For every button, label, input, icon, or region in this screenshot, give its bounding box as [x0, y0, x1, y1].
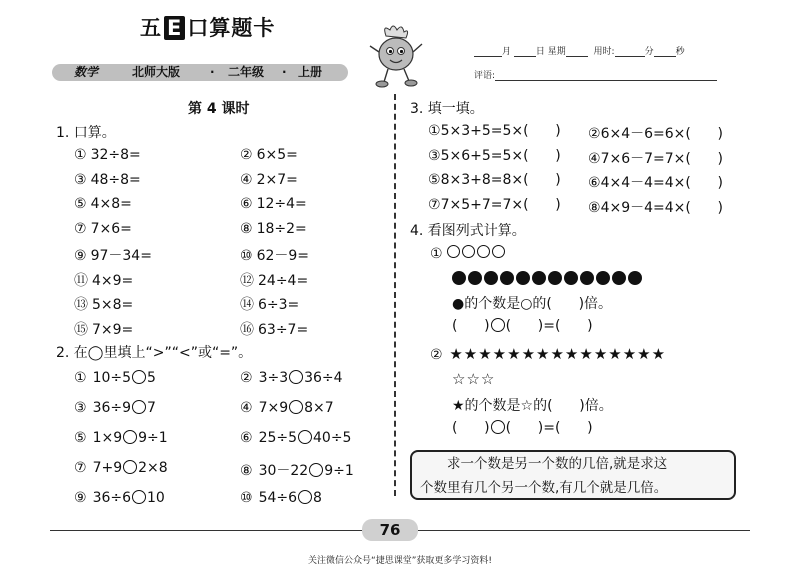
- q4-part2-number: ②: [430, 347, 444, 363]
- item-number: ⑤: [428, 172, 441, 188]
- item-expression: 7×9=: [92, 321, 134, 338]
- item-number: ①: [428, 123, 441, 139]
- day-blank[interactable]: [514, 46, 536, 57]
- compare-circle[interactable]: [123, 430, 137, 444]
- item-number: ⑦: [428, 196, 441, 213]
- q3-item: [588, 197, 723, 217]
- tip-line-2: 个数里有几个另一个数,有几个就是几倍。: [420, 480, 668, 496]
- item-number: ⑩: [240, 248, 253, 264]
- item-expression: 32÷8=: [90, 147, 141, 163]
- item-number: ⑧: [240, 220, 253, 237]
- comment-label: 评语:: [474, 71, 496, 81]
- fill-expression: 4×9－4=4×( ): [600, 199, 724, 216]
- q1-item: [74, 319, 133, 339]
- compare-left: 1×9: [92, 430, 123, 446]
- item-number: ④: [240, 171, 253, 188]
- filled-circle-icon: [580, 271, 594, 285]
- compare-circle[interactable]: [132, 370, 146, 384]
- time-used-label: 用时:: [593, 47, 615, 57]
- item-number: ⑦: [74, 460, 87, 476]
- q3-item: [428, 148, 561, 164]
- lesson-title: 第 4 课时: [188, 101, 250, 117]
- operator-circle[interactable]: [491, 318, 505, 332]
- q3-item: [428, 172, 561, 188]
- item-number: ⑥: [240, 196, 253, 212]
- fill-expression: 8×3+8=8×( ): [440, 172, 561, 188]
- q1-item: [240, 221, 307, 237]
- q2-item: [74, 370, 156, 386]
- separator: ·: [210, 65, 215, 79]
- compare-circle[interactable]: [289, 400, 303, 414]
- filled-circle-icon: [548, 271, 562, 285]
- month-label: 月: [502, 47, 512, 57]
- q2-item: [74, 400, 156, 416]
- q1-item: [74, 294, 133, 314]
- item-expression: 6×5=: [256, 147, 298, 163]
- q2-item: [240, 460, 354, 480]
- brand-text-prefix: 五: [140, 16, 162, 40]
- q1-item: [240, 196, 307, 212]
- filled-circle-icon: [612, 271, 626, 285]
- item-number: ⑤: [74, 430, 87, 446]
- compare-right: 2×8: [138, 460, 168, 476]
- q4-part1-equation: [452, 318, 593, 334]
- hollow-circle-icon: [447, 245, 460, 258]
- item-number: ⑨: [74, 490, 87, 506]
- q4-part1-header: [430, 245, 507, 262]
- item-number: ②: [240, 370, 253, 386]
- item-expression: 18÷2=: [256, 220, 307, 237]
- brand-title: [140, 12, 275, 42]
- item-number: ⑧: [240, 463, 253, 479]
- filled-circle-icon: [500, 271, 514, 285]
- compare-left: 30－22: [258, 463, 309, 479]
- term-label: 上册: [298, 65, 323, 79]
- q1-item: [240, 172, 298, 188]
- compare-right: 5: [147, 370, 156, 386]
- q2-item: [74, 490, 165, 506]
- fill-expression: 5×3+5=5×( ): [440, 123, 561, 139]
- item-number: ②: [240, 147, 253, 163]
- answer-blank[interactable]: ( ): [452, 420, 490, 436]
- hollow-stars-row: ☆☆☆: [452, 370, 496, 388]
- filled-circle-icon: [596, 271, 610, 285]
- q3-item: [588, 123, 723, 143]
- q3-item: [588, 148, 723, 168]
- q1-item: [74, 270, 133, 290]
- item-number: ④: [240, 400, 253, 416]
- filled-circle-icon: [532, 271, 546, 285]
- edition-label: 北师大版: [132, 65, 181, 79]
- item-number: ⑤: [74, 196, 87, 212]
- compare-right: 10: [147, 490, 165, 506]
- item-expression: 4×9=: [92, 272, 134, 289]
- compare-circle[interactable]: [123, 460, 137, 474]
- compare-right: 7: [147, 400, 156, 416]
- q1-item: [240, 245, 309, 265]
- answer-blank[interactable]: ( )=( ): [505, 318, 593, 334]
- item-number: ①: [74, 370, 87, 386]
- compare-left: 7+9: [92, 460, 123, 476]
- q4-part1-number: ①: [430, 246, 443, 262]
- compare-left: 7×9: [258, 400, 289, 416]
- item-expression: 7×6=: [90, 220, 132, 237]
- q1-item: [240, 270, 308, 290]
- compare-left: 25÷5: [258, 430, 298, 446]
- comment-line: [474, 68, 717, 81]
- q4-part2-header: [430, 345, 666, 363]
- filled-stars-row: ★★★★★★★★★★★★★★★: [449, 345, 667, 363]
- item-number: ①: [74, 147, 87, 163]
- item-expression: 4×8=: [90, 196, 132, 212]
- q3-item: [588, 172, 723, 192]
- fill-expression: 6×4－6=6×( ): [600, 126, 724, 142]
- item-number: ⑨: [74, 248, 87, 264]
- q2-item: [240, 490, 322, 506]
- compare-circle[interactable]: [309, 463, 323, 477]
- compare-circle[interactable]: [289, 370, 303, 384]
- q1-item: [74, 196, 132, 212]
- mascot-icon: [362, 22, 428, 92]
- filled-circle-icon: [628, 271, 642, 285]
- day-label: 日: [535, 47, 545, 57]
- minutes-blank[interactable]: [615, 46, 645, 57]
- item-number: ④: [588, 150, 601, 167]
- q2-item: [240, 370, 343, 386]
- item-number: ⑥: [240, 430, 253, 446]
- compare-circle[interactable]: [298, 430, 312, 444]
- tip-line-1: 求一个数是另一个数的几倍,就是求这: [447, 456, 668, 472]
- comment-blank[interactable]: [495, 70, 717, 81]
- item-expression: 24÷4=: [258, 272, 309, 289]
- item-expression: 2×7=: [256, 171, 298, 188]
- compare-circle[interactable]: [132, 400, 146, 414]
- item-expression: 48÷8=: [90, 171, 141, 188]
- weekday-label: 星期: [547, 47, 566, 57]
- hollow-circle-icon: [477, 245, 490, 258]
- footer-text: 关注微信公众号“捷思课堂”获取更多学习资料!: [308, 556, 492, 566]
- operator-circle[interactable]: [491, 420, 505, 434]
- filled-circle-icon: [516, 271, 530, 285]
- q3-item: [428, 123, 561, 139]
- q3-title: 3. 填一填。: [410, 101, 484, 117]
- item-number: ⑩: [240, 490, 253, 506]
- month-blank[interactable]: [474, 46, 502, 57]
- item-number: ⑭: [240, 297, 254, 313]
- q1-title: 1. 口算。: [56, 125, 116, 141]
- q1-item: [74, 172, 141, 188]
- q4-part1-sentence: ●的个数是○的( )倍。: [452, 296, 613, 312]
- filled-dots-row: [452, 270, 644, 289]
- item-number: ⑫: [240, 272, 254, 289]
- compare-right: 8×7: [304, 400, 334, 416]
- compare-right: 9÷1: [324, 463, 354, 479]
- answer-blank[interactable]: ( )=( ): [505, 420, 593, 436]
- item-expression: 62－9=: [256, 248, 310, 264]
- separator: ·: [282, 65, 287, 79]
- compare-left: 10÷5: [92, 370, 132, 386]
- fill-expression: 5×6+5=5×( ): [440, 147, 561, 164]
- column-divider: [394, 94, 396, 496]
- item-number: ⑮: [74, 321, 88, 338]
- subject-label: 数学: [74, 65, 99, 79]
- minutes-label: 分: [644, 47, 654, 57]
- q1-item: [74, 245, 152, 265]
- page-number: 76: [362, 519, 418, 541]
- compare-right: 40÷5: [313, 430, 352, 446]
- q2-item: [240, 400, 334, 416]
- grade-label: 二年级: [228, 65, 265, 79]
- subject-bar: [52, 64, 348, 81]
- answer-blank[interactable]: ( ): [452, 318, 490, 334]
- filled-circle-icon: [564, 271, 578, 285]
- item-number: ⑧: [588, 199, 601, 216]
- q2-item: [74, 460, 168, 476]
- compare-left: 3÷3: [258, 370, 289, 386]
- tip-box: [410, 450, 736, 500]
- item-number: ②: [588, 126, 601, 142]
- q2-item: [74, 430, 168, 446]
- date-line: [474, 44, 685, 57]
- fill-expression: 4×4－4=4×( ): [600, 175, 724, 191]
- compare-left: 54÷6: [258, 490, 298, 506]
- q4-title: 4. 看图列式计算。: [410, 223, 526, 239]
- compare-right: 9÷1: [138, 430, 168, 446]
- filled-circle-icon: [452, 271, 466, 285]
- compare-left: 36÷9: [92, 400, 132, 416]
- item-expression: 6÷3=: [258, 297, 300, 313]
- hollow-circle-icon: [462, 245, 475, 258]
- compare-left: 36÷6: [92, 490, 132, 506]
- item-expression: 5×8=: [92, 297, 134, 313]
- q1-item: [240, 294, 299, 314]
- item-number: ⑯: [240, 321, 254, 338]
- q1-item: [240, 319, 308, 339]
- fill-expression: 7×5+7=7×( ): [440, 196, 561, 213]
- item-number: ⑬: [74, 297, 88, 313]
- item-number: ⑦: [74, 220, 87, 237]
- compare-circle[interactable]: [298, 490, 312, 504]
- brand-text-suffix: 口算题卡: [187, 16, 276, 40]
- item-number: ⑪: [74, 272, 88, 289]
- filled-circle-icon: [468, 271, 482, 285]
- weekday-blank[interactable]: [566, 46, 588, 57]
- q4-part2-equation: [452, 420, 593, 436]
- q3-item: [428, 197, 561, 213]
- brand-e-logo: E: [164, 16, 185, 40]
- filled-circle-icon: [484, 271, 498, 285]
- q1-item: [74, 221, 132, 237]
- item-expression: 63÷7=: [258, 321, 309, 338]
- q1-item: [74, 147, 141, 163]
- seconds-label: 秒: [675, 47, 685, 57]
- q2-item: [240, 430, 351, 446]
- q1-item: [240, 147, 298, 163]
- item-number: ⑥: [588, 175, 601, 191]
- fill-expression: 7×6－7=7×( ): [600, 150, 724, 167]
- compare-right: 8: [313, 490, 322, 506]
- q4-part2-sentence: ★的个数是☆的( )倍。: [452, 398, 613, 414]
- item-expression: 12÷4=: [256, 196, 307, 212]
- compare-circle[interactable]: [132, 490, 146, 504]
- seconds-blank[interactable]: [654, 46, 676, 57]
- item-expression: 97－34=: [90, 248, 152, 264]
- item-number: ③: [74, 171, 87, 188]
- item-number: ③: [428, 147, 441, 164]
- hollow-circle-icon: [492, 245, 505, 258]
- q2-title: 2. 在◯里填上“>”“<”或“=”。: [56, 345, 253, 361]
- item-number: ③: [74, 400, 87, 416]
- compare-right: 36÷4: [304, 370, 343, 386]
